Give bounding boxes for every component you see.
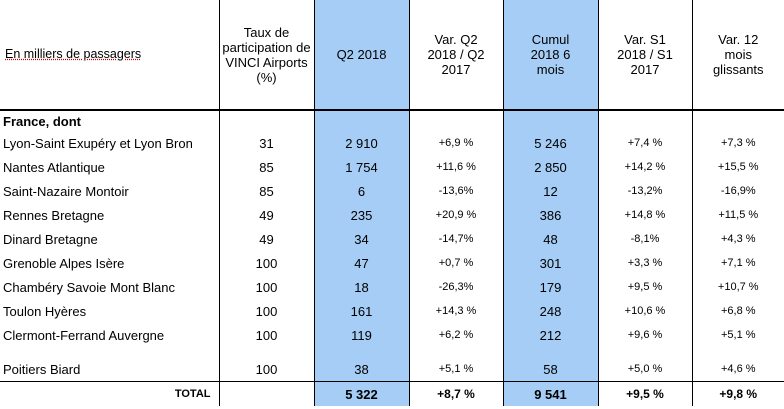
participation-cell: 85: [219, 155, 314, 179]
var-q2-cell: +20,9 %: [409, 203, 503, 227]
spacer-row: [0, 347, 784, 357]
total-var-12m: +9,8 %: [692, 382, 784, 407]
var-12m-cell: +6,8 %: [692, 299, 784, 323]
table-row: [0, 179, 784, 203]
participation-cell: 100: [219, 323, 314, 347]
var-12m-cell: -16,9%: [692, 179, 784, 203]
cumul-cell: 12: [503, 179, 598, 203]
q2-cell: 38: [314, 357, 409, 382]
airport-name: Poitiers Biard: [3, 361, 81, 377]
q2-cell: 119: [314, 323, 409, 347]
airport-name: Dinard Bretagne: [3, 231, 98, 247]
var-s1-cell: +7,4 %: [598, 131, 692, 155]
q2-cell: 161: [314, 299, 409, 323]
section-row: [0, 110, 784, 131]
cumul-cell: 386: [503, 203, 598, 227]
participation-cell: 100: [219, 275, 314, 299]
var-q2-cell: -14,7%: [409, 227, 503, 251]
table-row: [0, 299, 784, 323]
var-q2-cell: +0,7 %: [409, 251, 503, 275]
participation-cell: 85: [219, 179, 314, 203]
var-s1-cell: +9,6 %: [598, 323, 692, 347]
q2-cell: 1 754: [314, 155, 409, 179]
cumul-cell: 212: [503, 323, 598, 347]
table-row: [0, 155, 784, 179]
cumul-cell: 301: [503, 251, 598, 275]
header-participation: Taux de participation de VINCI Airports (%): [219, 0, 314, 110]
var-12m-cell: +4,3 %: [692, 227, 784, 251]
var-12m-cell: +7,1 %: [692, 251, 784, 275]
table-row: [0, 227, 784, 251]
var-s1-cell: -8,1%: [598, 227, 692, 251]
participation-cell: 100: [219, 299, 314, 323]
total-var-q2: +8,7 %: [409, 382, 503, 407]
var-q2-cell: +6,2 %: [409, 323, 503, 347]
q2-cell: 34: [314, 227, 409, 251]
var-s1-cell: +14,2 %: [598, 155, 692, 179]
table-row: [0, 357, 784, 382]
q2-cell: 2 910: [314, 131, 409, 155]
var-q2-cell: +6,9 %: [409, 131, 503, 155]
unit-label: En milliers de passagers: [0, 0, 219, 110]
cumul-cell: 5 246: [503, 131, 598, 155]
airport-name: Chambéry Savoie Mont Blanc: [3, 279, 175, 295]
participation-cell: 49: [219, 203, 314, 227]
section-label: France, dont: [3, 113, 82, 129]
var-12m-cell: +11,5 %: [692, 203, 784, 227]
airport-name: Grenoble Alpes Isère: [3, 255, 125, 271]
airport-name: Lyon-Saint Exupéry et Lyon Bron: [3, 135, 193, 151]
var-s1-cell: +14,8 %: [598, 203, 692, 227]
cumul-cell: 179: [503, 275, 598, 299]
header-cumul: Cumul 2018 6 mois: [503, 0, 598, 110]
total-row: [0, 382, 784, 407]
participation-cell: 49: [219, 227, 314, 251]
airport-name: Clermont-Ferrand Auvergne: [3, 327, 165, 343]
var-12m-cell: +15,5 %: [692, 155, 784, 179]
header-var-12m: Var. 12 mois glissants: [692, 0, 784, 110]
q2-cell: 47: [314, 251, 409, 275]
total-label: TOTAL: [0, 382, 219, 407]
header-var-q2: Var. Q2 2018 / Q2 2017: [409, 0, 503, 110]
airport-name: Toulon Hyères: [3, 303, 87, 319]
participation-cell: 100: [219, 251, 314, 275]
table-row: [0, 131, 784, 155]
cumul-cell: 2 850: [503, 155, 598, 179]
total-cumul: 9 541: [503, 382, 598, 407]
participation-cell: 31: [219, 131, 314, 155]
var-12m-cell: +4,6 %: [692, 357, 784, 382]
var-q2-cell: +11,6 %: [409, 155, 503, 179]
var-12m-cell: +5,1 %: [692, 323, 784, 347]
header-var-s1: Var. S1 2018 / S1 2017: [598, 0, 692, 110]
q2-cell: 18: [314, 275, 409, 299]
var-q2-cell: +14,3 %: [409, 299, 503, 323]
table-row: [0, 251, 784, 275]
var-12m-cell: +7,3 %: [692, 131, 784, 155]
airport-name: Saint-Nazaire Montoir: [3, 183, 129, 199]
header-row: [0, 0, 784, 110]
q2-cell: 6: [314, 179, 409, 203]
total-q2: 5 322: [314, 382, 409, 407]
var-s1-cell: +3,3 %: [598, 251, 692, 275]
cumul-cell: 58: [503, 357, 598, 382]
airport-name: Nantes Atlantique: [3, 159, 105, 175]
var-12m-cell: +10,7 %: [692, 275, 784, 299]
table-row: [0, 323, 784, 347]
data-rows: [0, 131, 784, 382]
var-s1-cell: +10,6 %: [598, 299, 692, 323]
table-row: [0, 203, 784, 227]
cumul-cell: 48: [503, 227, 598, 251]
participation-cell: 100: [219, 357, 314, 382]
var-s1-cell: +5,0 %: [598, 357, 692, 382]
header-q2: Q2 2018: [314, 0, 409, 110]
var-s1-cell: -13,2%: [598, 179, 692, 203]
var-q2-cell: -26,3%: [409, 275, 503, 299]
table-row: [0, 275, 784, 299]
var-q2-cell: -13,6%: [409, 179, 503, 203]
var-s1-cell: +9,5 %: [598, 275, 692, 299]
cumul-cell: 248: [503, 299, 598, 323]
q2-cell: 235: [314, 203, 409, 227]
total-var-s1: +9,5 %: [598, 382, 692, 407]
airport-name: Rennes Bretagne: [3, 207, 105, 223]
var-q2-cell: +5,1 %: [409, 357, 503, 382]
